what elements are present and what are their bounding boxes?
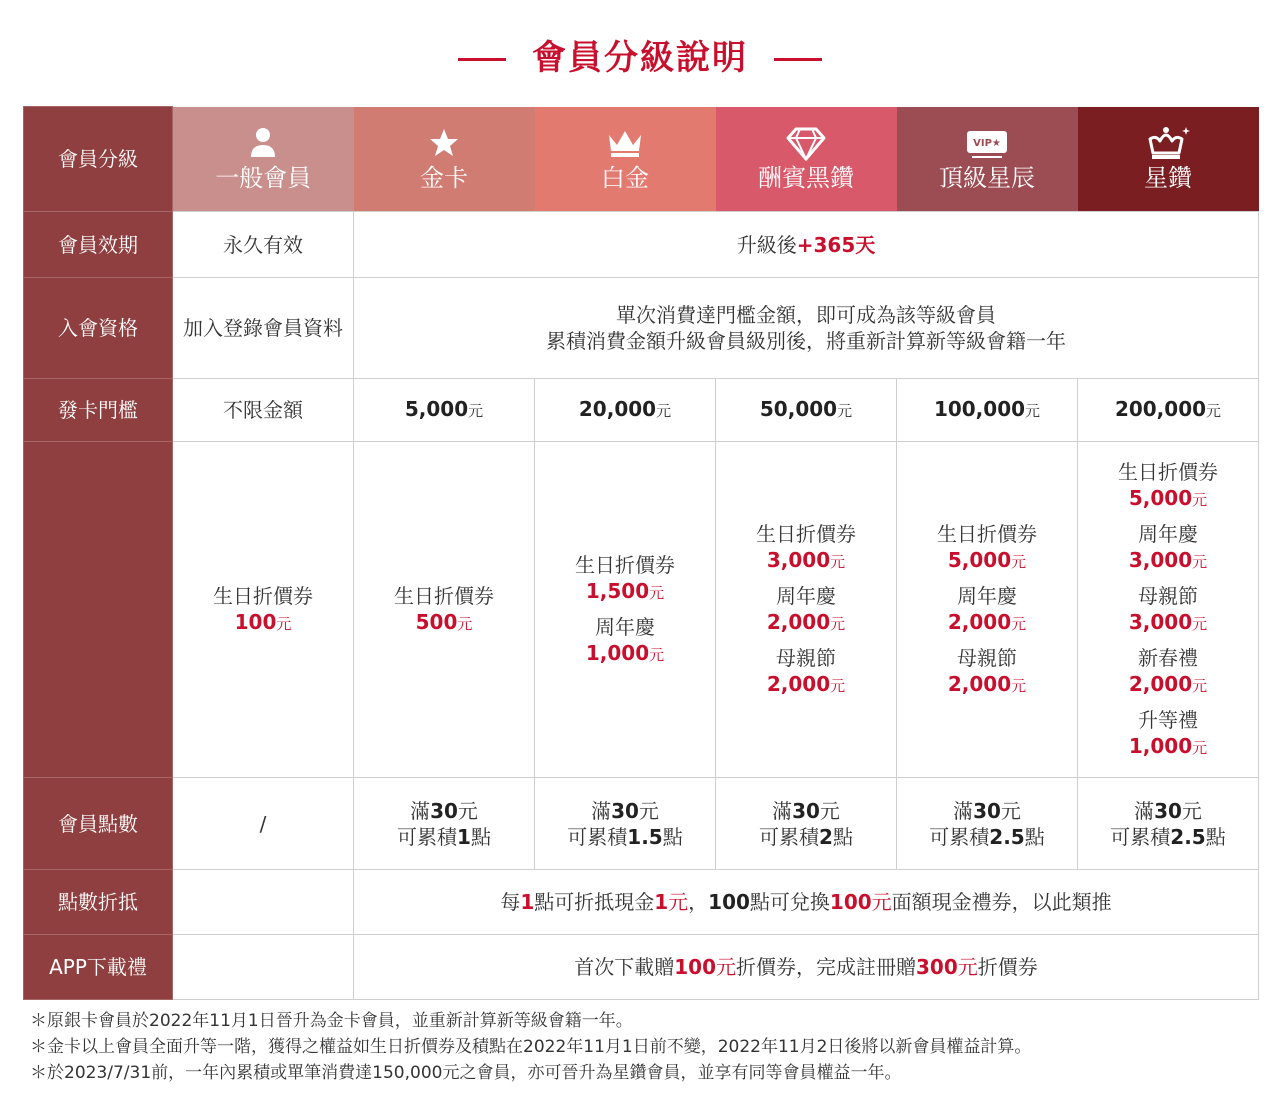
benefit-label: 母親節 bbox=[776, 645, 836, 670]
benefits-star bbox=[897, 442, 1078, 778]
threshold-amount: 50,000 bbox=[759, 397, 838, 421]
benefit-amount: 2,000 bbox=[947, 671, 1012, 696]
threshold-unit: 元 bbox=[1206, 402, 1222, 420]
benefit-value bbox=[716, 547, 896, 575]
tier-header-general bbox=[173, 107, 354, 212]
tier-name-gold: 金卡 bbox=[420, 163, 468, 192]
points-earn: 可累積2.5點 bbox=[929, 824, 1045, 849]
benefit-label: 生日折價券 bbox=[575, 552, 675, 577]
title-dash-right bbox=[774, 58, 822, 61]
benefit-unit: 元 bbox=[830, 552, 846, 571]
redeem-general bbox=[173, 870, 354, 935]
threshold-unit: 元 bbox=[656, 402, 672, 420]
points-earn: 可累積2.5點 bbox=[1110, 824, 1226, 849]
threshold-row bbox=[24, 379, 1259, 442]
validity-others bbox=[354, 212, 1259, 278]
benefit-label: 生日折價券 bbox=[1118, 459, 1218, 484]
points-earn: 可累積1點 bbox=[397, 824, 491, 849]
redeem-text: 每1點可折抵現金1元，100點可兌換100元面額現金禮券，以此類推 bbox=[354, 870, 1259, 935]
points-spend: 滿30元 bbox=[410, 798, 478, 823]
footnotes bbox=[30, 1008, 1031, 1086]
membership-tier-table bbox=[23, 106, 1259, 1000]
row-label-redeem: 點數折抵 bbox=[24, 870, 173, 935]
footnote: ＊金卡以上會員全面升等一階，獲得之權益如生日折價券及積點在2022年11月1日前不變，2022年11月2日後將以新會員權益計算。 bbox=[30, 1037, 1032, 1057]
benefit-value bbox=[1078, 733, 1258, 761]
points-star-diamond bbox=[1078, 778, 1259, 870]
benefit-unit: 元 bbox=[649, 645, 665, 664]
benefit-value bbox=[1078, 609, 1258, 637]
benefit-unit: 元 bbox=[1192, 490, 1208, 509]
points-row bbox=[24, 778, 1259, 870]
benefit-amount: 5,000 bbox=[1128, 485, 1193, 510]
benefit-value bbox=[535, 640, 715, 668]
tier-header-black-diamond bbox=[716, 107, 897, 212]
validity-row bbox=[24, 212, 1259, 278]
eligibility-general: 加入登錄會員資料 bbox=[173, 278, 354, 379]
points-gold bbox=[354, 778, 535, 870]
benefit-label: 周年慶 bbox=[595, 614, 655, 639]
benefit-value bbox=[716, 609, 896, 637]
benefit-value bbox=[897, 547, 1077, 575]
points-spend: 滿30元 bbox=[772, 798, 840, 823]
benefit-unit: 元 bbox=[1192, 552, 1208, 571]
points-spend: 滿30元 bbox=[591, 798, 659, 823]
tier-name-general: 一般會員 bbox=[215, 163, 312, 192]
benefit-label: 升等禮 bbox=[1138, 707, 1198, 732]
benefit-unit: 元 bbox=[1011, 552, 1027, 571]
benefit-value bbox=[173, 609, 353, 637]
row-label-validity: 會員效期 bbox=[24, 212, 173, 278]
benefits-platinum bbox=[535, 442, 716, 778]
threshold-unit: 元 bbox=[1025, 402, 1041, 420]
threshold-platinum bbox=[535, 379, 716, 442]
title-dash-left bbox=[458, 58, 506, 61]
benefit-value bbox=[354, 609, 534, 637]
eligibility-row bbox=[24, 278, 1259, 379]
benefit-label: 周年慶 bbox=[776, 583, 836, 608]
benefit-amount: 2,000 bbox=[766, 609, 831, 634]
points-earn: 可累積2點 bbox=[759, 824, 853, 849]
benefit-unit: 元 bbox=[1192, 614, 1208, 633]
star-icon bbox=[354, 123, 535, 163]
benefit-amount: 2,000 bbox=[947, 609, 1012, 634]
benefit-unit: 元 bbox=[830, 676, 846, 695]
tier-header-platinum bbox=[535, 107, 716, 212]
benefit-unit: 元 bbox=[1192, 738, 1208, 757]
page-title bbox=[0, 30, 1280, 79]
tier-name-star-diamond: 星鑽 bbox=[1144, 163, 1192, 192]
benefit-label: 新春禮 bbox=[1138, 645, 1198, 670]
benefit-label: 母親節 bbox=[957, 645, 1017, 670]
benefit-amount: 3,000 bbox=[766, 547, 831, 572]
eligibility-others bbox=[354, 278, 1259, 379]
validity-general: 永久有效 bbox=[173, 212, 354, 278]
eligibility-line-1: 單次消費達門檻金額，即可成為該等級會員 bbox=[616, 303, 996, 327]
threshold-amount: 20,000 bbox=[578, 397, 657, 421]
benefit-amount: 1,000 bbox=[585, 640, 650, 665]
benefit-label: 生日折價券 bbox=[213, 583, 313, 608]
footnote: ＊於2023/7/31前，一年內累積或單筆消費達150,000元之會員，亦可晉升為星鑽會員，並享有同等會員權益一年。 bbox=[30, 1063, 902, 1083]
benefits-star-diamond bbox=[1078, 442, 1259, 778]
row-label-app: APP下載禮 bbox=[24, 935, 173, 1000]
royal-crown-icon bbox=[1078, 123, 1259, 163]
benefit-value bbox=[897, 671, 1077, 699]
app-general bbox=[173, 935, 354, 1000]
diamond-icon bbox=[716, 123, 897, 163]
redeem-row bbox=[24, 870, 1259, 935]
tier-header-star bbox=[897, 107, 1078, 212]
benefit-unit: 元 bbox=[830, 614, 846, 633]
benefit-value bbox=[1078, 547, 1258, 575]
tier-name-platinum: 白金 bbox=[601, 163, 649, 192]
benefits-black-diamond bbox=[716, 442, 897, 778]
threshold-general: 不限金額 bbox=[173, 379, 354, 442]
app-text: 首次下載贈100元折價券，完成註冊贈300元折價券 bbox=[354, 935, 1259, 1000]
benefit-amount: 100 bbox=[234, 609, 277, 634]
benefit-amount: 3,000 bbox=[1128, 609, 1193, 634]
benefits-row bbox=[24, 442, 1259, 778]
eligibility-line-2: 累積消費金額升級會員級別後，將重新計算新等級會籍一年 bbox=[546, 329, 1066, 353]
threshold-black-diamond bbox=[716, 379, 897, 442]
row-label-benefits bbox=[24, 442, 173, 778]
threshold-star-diamond bbox=[1078, 379, 1259, 442]
benefit-value bbox=[1078, 485, 1258, 513]
benefit-label: 母親節 bbox=[1138, 583, 1198, 608]
benefit-label: 生日折價券 bbox=[394, 583, 494, 608]
points-spend: 滿30元 bbox=[953, 798, 1021, 823]
benefits-general bbox=[173, 442, 354, 778]
app-row bbox=[24, 935, 1259, 1000]
benefit-value bbox=[535, 578, 715, 606]
benefit-value bbox=[716, 671, 896, 699]
benefit-unit: 元 bbox=[1011, 676, 1027, 695]
tier-name-star: 頂級星辰 bbox=[939, 163, 1035, 192]
points-general: / bbox=[173, 778, 354, 870]
benefit-value bbox=[897, 609, 1077, 637]
benefit-label: 生日折價券 bbox=[756, 521, 856, 546]
benefit-amount: 2,000 bbox=[1128, 671, 1193, 696]
benefit-unit: 元 bbox=[276, 614, 292, 633]
points-star bbox=[897, 778, 1078, 870]
tier-header-gold bbox=[354, 107, 535, 212]
threshold-star bbox=[897, 379, 1078, 442]
benefit-unit: 元 bbox=[457, 614, 473, 633]
threshold-amount: 5,000 bbox=[404, 397, 469, 421]
benefit-amount: 1,000 bbox=[1128, 733, 1193, 758]
benefit-amount: 1,500 bbox=[585, 578, 650, 603]
benefits-gold bbox=[354, 442, 535, 778]
threshold-gold bbox=[354, 379, 535, 442]
page-title-text: 會員分級說明 bbox=[532, 38, 748, 78]
points-spend: 滿30元 bbox=[1134, 798, 1202, 823]
row-label-tier: 會員分級 bbox=[24, 107, 173, 212]
benefit-amount: 3,000 bbox=[1128, 547, 1193, 572]
threshold-amount: 100,000 bbox=[933, 397, 1026, 421]
tier-name-black-diamond: 酬賓黑鑽 bbox=[758, 163, 854, 192]
validity-value: +365天 bbox=[796, 232, 876, 257]
benefit-amount: 5,000 bbox=[947, 547, 1012, 572]
points-black-diamond bbox=[716, 778, 897, 870]
svg-text:VIP★: VIP★ bbox=[973, 137, 1001, 149]
benefit-value bbox=[1078, 671, 1258, 699]
threshold-amount: 200,000 bbox=[1114, 397, 1207, 421]
person-icon bbox=[173, 123, 354, 163]
benefit-unit: 元 bbox=[1192, 676, 1208, 695]
benefit-label: 生日折價券 bbox=[937, 521, 1037, 546]
points-platinum bbox=[535, 778, 716, 870]
threshold-unit: 元 bbox=[468, 402, 484, 420]
benefit-amount: 2,000 bbox=[766, 671, 831, 696]
row-label-eligibility: 入會資格 bbox=[24, 278, 173, 379]
vip-card-icon bbox=[897, 123, 1078, 163]
crown-icon bbox=[535, 123, 716, 163]
benefit-amount: 500 bbox=[415, 609, 458, 634]
row-label-points: 會員點數 bbox=[24, 778, 173, 870]
benefit-unit: 元 bbox=[1011, 614, 1027, 633]
benefit-label: 周年慶 bbox=[1138, 521, 1198, 546]
footnote: ＊原銀卡會員於2022年11月1日晉升為金卡會員，並重新計算新等級會籍一年。 bbox=[30, 1011, 633, 1031]
points-earn: 可累積1.5點 bbox=[567, 824, 683, 849]
row-label-threshold: 發卡門檻 bbox=[24, 379, 173, 442]
validity-prefix: 升級後 bbox=[736, 232, 797, 257]
tier-header-star-diamond bbox=[1078, 107, 1259, 212]
benefit-label: 周年慶 bbox=[957, 583, 1017, 608]
threshold-unit: 元 bbox=[837, 402, 853, 420]
tier-header-row bbox=[24, 107, 1259, 212]
benefit-unit: 元 bbox=[649, 583, 665, 602]
